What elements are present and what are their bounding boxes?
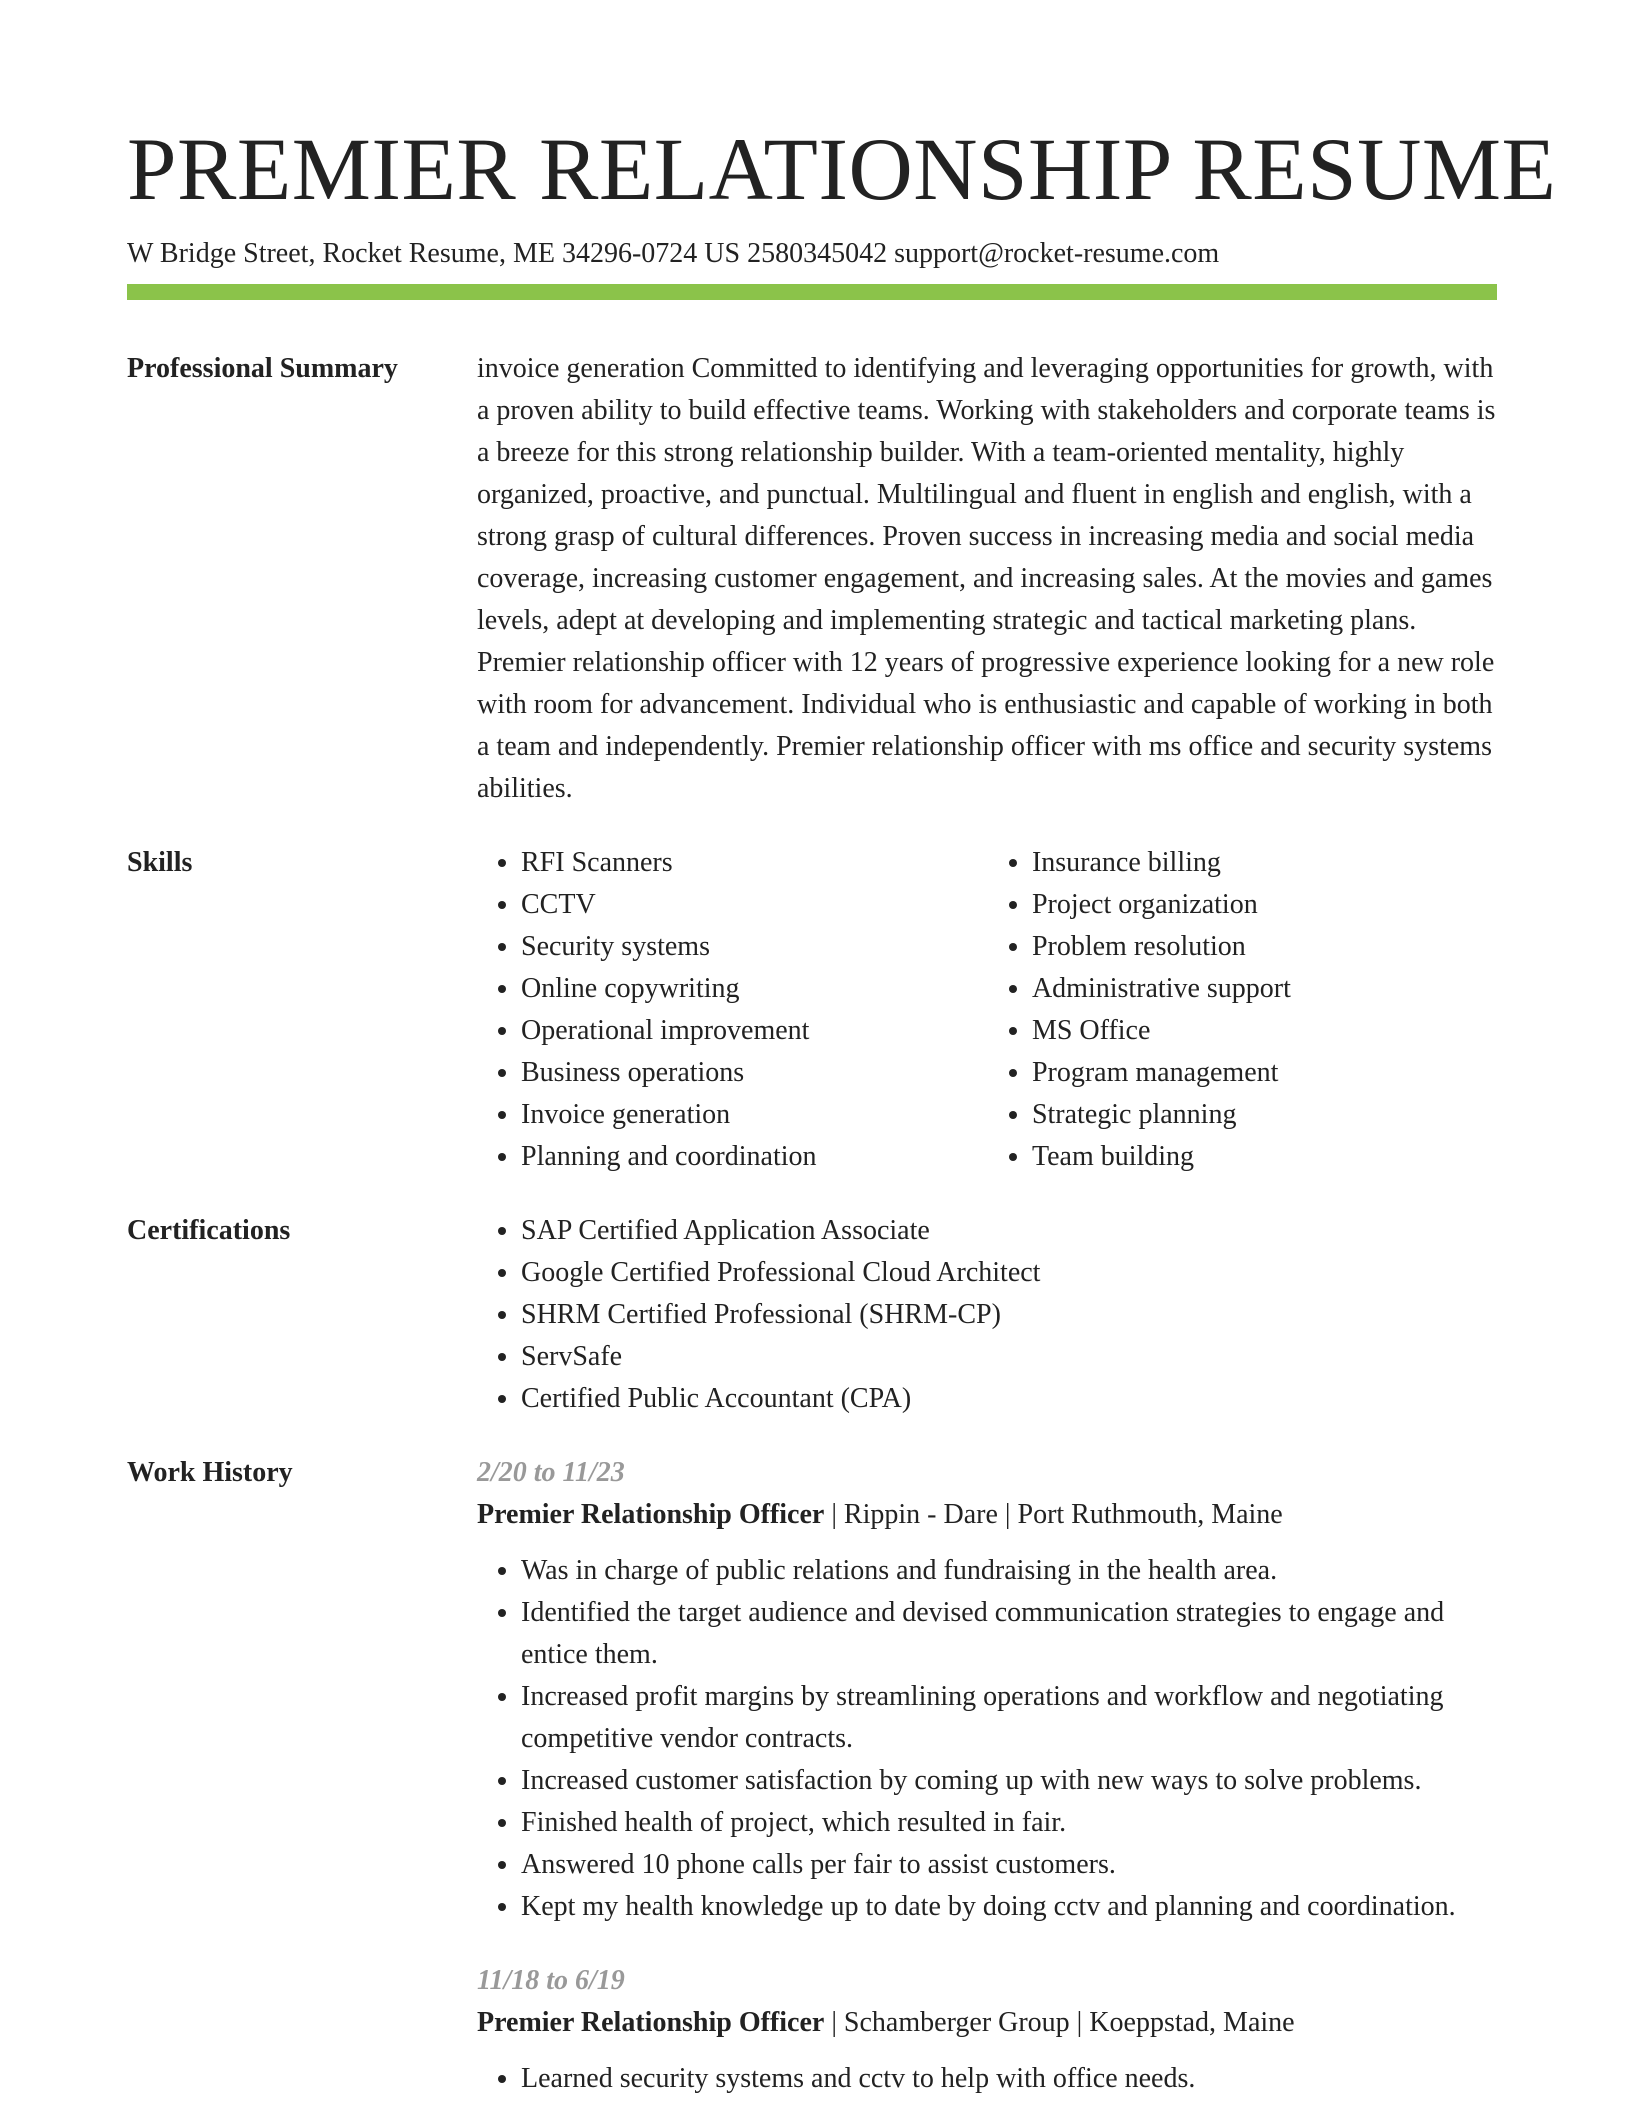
skills-section xyxy=(127,842,1497,1178)
certification-item: • Certified Public Accountant (CPA) xyxy=(521,1378,1497,1420)
job-heading xyxy=(477,1494,1497,1536)
certification-item: • Google Certified Professional Cloud Architect xyxy=(521,1252,1497,1294)
job-company-location: | Rippin - Dare | Port Ruthmouth, Maine xyxy=(824,1499,1283,1530)
responsibility-item: • Finished health of project, which resulted in fair. xyxy=(521,1802,1497,1844)
section-spacer xyxy=(127,1420,1497,1452)
job-entry xyxy=(477,1960,1497,2100)
work-history-heading: Work History xyxy=(127,1457,293,1488)
skill-item: • Strategic planning xyxy=(1032,1094,1497,1136)
skill-item: • Operational improvement xyxy=(521,1010,988,1052)
certifications-section xyxy=(127,1210,1497,1420)
skill-item: • MS Office xyxy=(1032,1010,1497,1052)
skill-item: • Program management xyxy=(1032,1052,1497,1094)
skill-item: • Project organization xyxy=(1032,884,1497,926)
job-spacer xyxy=(477,1928,1497,1960)
responsibility-item: • Answered 10 phone calls per fair to assist customers. xyxy=(521,1844,1497,1886)
summary-body xyxy=(477,348,1497,810)
skills-heading: Skills xyxy=(127,847,193,878)
contact-info: W Bridge Street, Rocket Resume, ME 34296-0724 US 2580345042 support@rocket-resume.com xyxy=(127,238,1220,269)
skill-item: • Business operations xyxy=(521,1052,988,1094)
skills-list-right xyxy=(988,842,1497,1178)
resume-header xyxy=(127,118,1557,272)
job-dates: 2/20 to 11/23 xyxy=(477,1457,625,1488)
job-responsibilities xyxy=(477,2058,1497,2100)
summary-section xyxy=(127,348,1497,810)
responsibility-item: • Was in charge of public relations and fundraising in the health area. xyxy=(521,1550,1497,1592)
skill-item: • Problem resolution xyxy=(1032,926,1497,968)
job-dates: 11/18 to 6/19 xyxy=(477,1965,625,1996)
work-history-section xyxy=(127,1452,1497,2100)
certifications-list xyxy=(477,1210,1497,1420)
accent-divider xyxy=(127,284,1497,300)
skills-columns xyxy=(477,842,1497,1178)
resume-sections xyxy=(127,348,1497,2100)
job-heading xyxy=(477,2002,1497,2044)
job-title: Premier Relationship Officer xyxy=(477,1499,825,1530)
skill-item: • Team building xyxy=(1032,1136,1497,1178)
section-spacer xyxy=(127,1178,1497,1210)
candidate-name: PREMIER RELATIONSHIP RESUME xyxy=(127,121,1557,219)
responsibility-item: • Identified the target audience and devised communication strategies to engage and entice them. xyxy=(521,1592,1497,1676)
certification-item: • SHRM Certified Professional (SHRM-CP) xyxy=(521,1294,1497,1336)
job-company-location: | Schamberger Group | Koeppstad, Maine xyxy=(824,2007,1295,2038)
responsibility-item: • Kept my health knowledge up to date by doing cctv and planning and coordination. xyxy=(521,1886,1497,1928)
job-entry xyxy=(477,1452,1497,1928)
responsibility-item: • Increased customer satisfaction by coming up with new ways to solve problems. xyxy=(521,1760,1497,1802)
responsibility-item: • Increased profit margins by streamlining operations and workflow and negotiating competitive vendor contracts. xyxy=(521,1676,1497,1760)
job-title: Premier Relationship Officer xyxy=(477,2007,825,2038)
skill-item: • Security systems xyxy=(521,926,988,968)
skill-item: • Administrative support xyxy=(1032,968,1497,1010)
certifications-heading: Certifications xyxy=(127,1215,291,1246)
certifications-body xyxy=(477,1210,1497,1420)
skill-item: • Online copywriting xyxy=(521,968,988,1010)
summary-heading: Professional Summary xyxy=(127,353,398,384)
skills-list-left xyxy=(477,842,988,1178)
skill-item: • CCTV xyxy=(521,884,988,926)
skill-item: • RFI Scanners xyxy=(521,842,988,884)
certification-item: • ServSafe xyxy=(521,1336,1497,1378)
certification-item: • SAP Certified Application Associate xyxy=(521,1210,1497,1252)
section-spacer xyxy=(127,810,1497,842)
skill-item: • Invoice generation xyxy=(521,1094,988,1136)
skill-item: • Planning and coordination xyxy=(521,1136,988,1178)
work-history-body xyxy=(477,1452,1497,2100)
summary-text: invoice generation Committed to identifying and leveraging opportunities for growth, with a proven ability to build effective teams. Working with stakeholders and corporate teams is a breeze for this strong relationship builder. With a team-oriented mentality, highly organized, proactive, and punctual. Multilingual and fluent in english and english, with a strong grasp of cultural differences. Proven success in increasing media and social media coverage, increasing customer engagement, and increasing sales. At the movies and games levels, adept at developing and implementing strategic and tactical marketing plans. Premier relationship officer with 12 years of progressive experience looking for a new role with room for advancement. Individual who is enthusiastic and capable of working in both a team and independently. Premier relationship officer with ms office and security systems abilities. xyxy=(477,353,1496,804)
skill-item: • Insurance billing xyxy=(1032,842,1497,884)
job-responsibilities xyxy=(477,1550,1497,1928)
responsibility-item: • Learned security systems and cctv to help with office needs. xyxy=(521,2058,1497,2100)
